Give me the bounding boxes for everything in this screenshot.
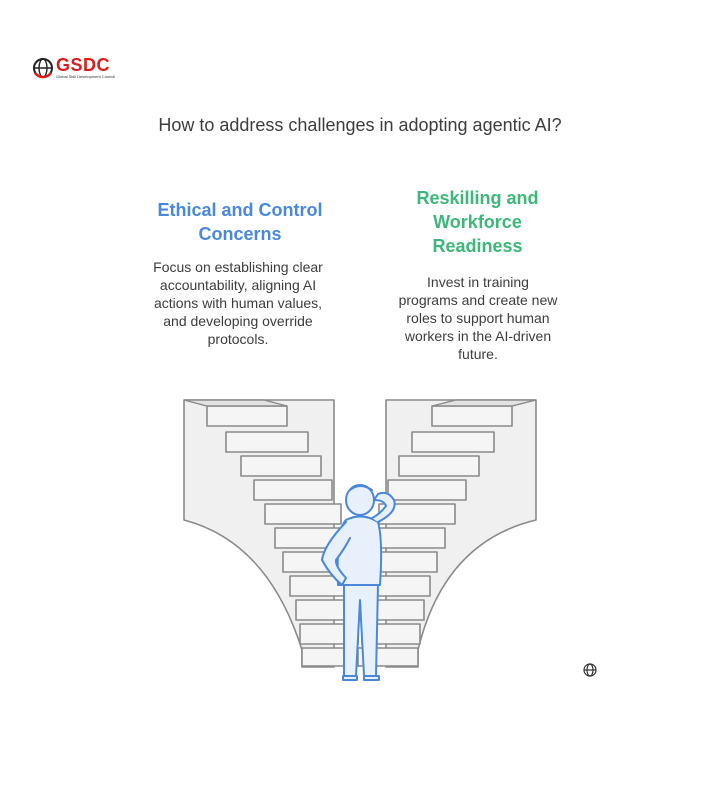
left-heading: Ethical and Control Concerns: [157, 200, 323, 244]
left-description: Focus on establishing clear accountability, aligning AI actions with human values, and developing override protocols.: [153, 259, 323, 347]
page-title: How to address challenges in adopting agentic AI?: [158, 115, 562, 135]
watermark-icon: [584, 664, 596, 676]
right-heading: Reskilling and Workforce Readiness: [416, 188, 539, 256]
logo-name: GSDC: [56, 55, 111, 75]
right-description: Invest in training programs and create new roles to support human workers in the AI-driven future.: [398, 274, 558, 362]
logo-tagline: Global Skill Development Council: [56, 74, 116, 79]
